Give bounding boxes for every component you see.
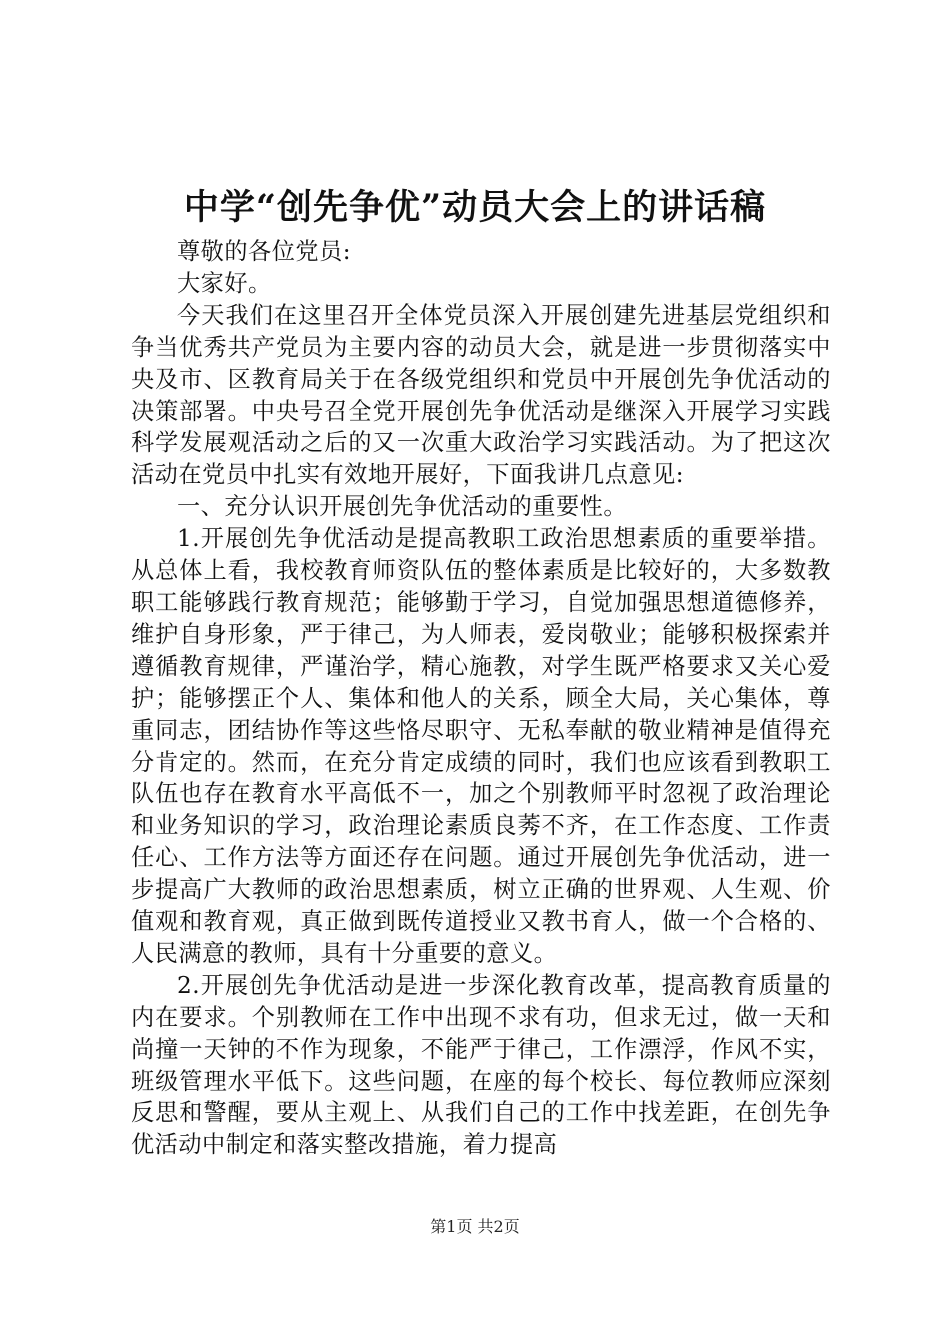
point-2-paragraph: 2.开展创先争优活动是进一步深化教育改革，提高教育质量的内在要求。个别教师在工作中出现不求有功，但求无过，做一天和尚撞一天钟的不作为现象，不能严于律己，工作漂浮，作风不实，班级管理水平低下。这些问题，在座的每个校长、每位教师应深刻反思和警醒，要从主观上、从我们自己的工作中找差距，在创先争优活动中制定和落实整改措施，着力提高 — [131, 971, 831, 1159]
point-1-paragraph: 1.开展创先争优活动是提高教职工政治思想素质的重要举措。从总体上看，我校教育师资队伍的整体素质是比较好的，大多数教职工能够践行教育规范；能够勤于学习，自觉加强思想道德修养，维护自身形象，严于律己，为人师表，爱岗敬业；能够积极探索并遵循教育规律，严谨治学，精心施教，对学生既严格要求又关心爱护；能够摆正个人、集体和他人的关系，顾全大局，关心集体，尊重同志，团结协作等这些恪尽职守、无私奉献的敬业精神是值得充分肯定的。然而，在充分肯定成绩的同时，我们也应该看到教职工队伍也存在教育水平高低不一，加之个别教师平时忽视了政治理论和业务知识的学习，政治理论素质良莠不齐，在工作态度、工作责任心、工作方法等方面还存在问题。通过开展创先争优活动，进一步提高广大教师的政治思想素质，树立正确的世界观、人生观、价值观和教育观，真正做到既传道授业又教书育人，做一个合格的、人民满意的教师，具有十分重要的意义。 — [131, 525, 831, 967]
page-number-footer: 第1页 共2页 — [430, 1217, 520, 1236]
section-heading-1: 一、充分认识开展创先争优活动的重要性。 — [177, 493, 628, 521]
document-title: 中学“创先争优”动员大会上的讲话稿 — [183, 187, 767, 228]
document-body — [131, 236, 831, 1161]
intro-paragraph: 今天我们在这里召开全体党员深入开展创建先进基层党组织和争当优秀共产党员为主要内容的动员大会，就是进一步贯彻落实中央及市、区教育局关于在各级党组织和党员中开展创先争优活动的决策部署。中央号召全党开展创先争优活动是继深入开展学习实践科学发展观活动之后的又一次重大政治学习实践活动。为了把这次活动在党员中扎实有效地开展好，下面我讲几点意见: — [131, 301, 831, 489]
greeting-paragraph: 大家好。 — [177, 269, 272, 297]
salutation-paragraph: 尊敬的各位党员: — [177, 238, 352, 265]
